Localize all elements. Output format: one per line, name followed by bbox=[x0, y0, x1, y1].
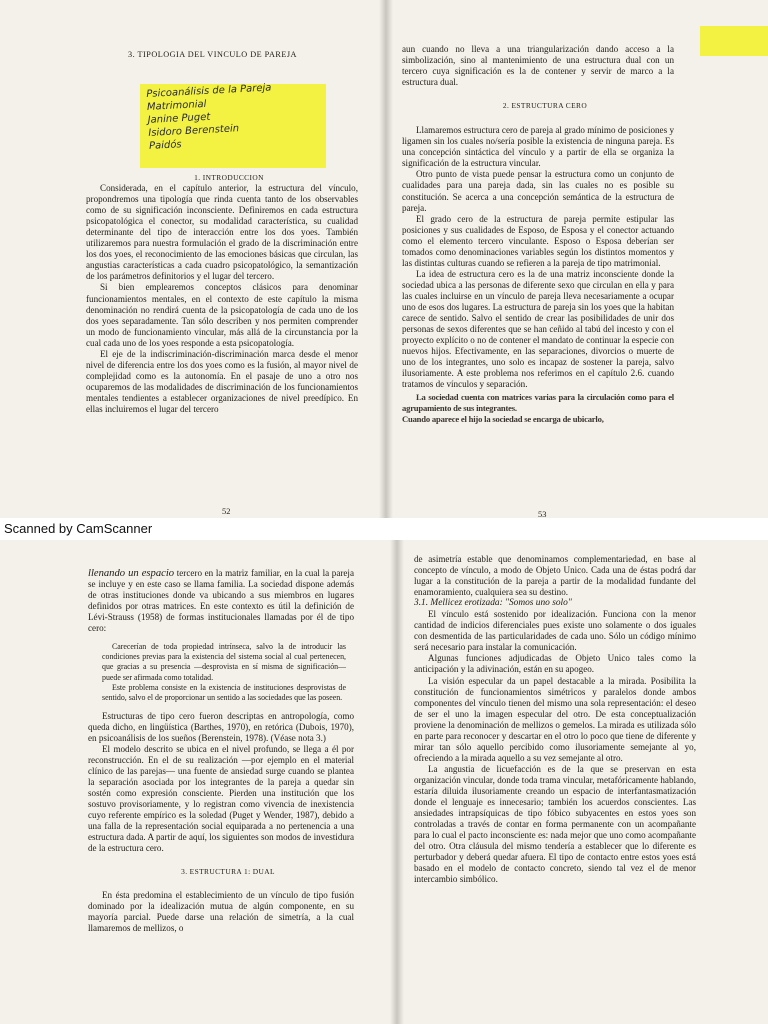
yellow-highlight-corner bbox=[700, 26, 768, 56]
paragraph-cut: Cuando aparece el hijo la sociedad se encarga de ubicarlo, bbox=[402, 414, 604, 425]
page-53 bbox=[384, 0, 768, 518]
page-54 bbox=[0, 540, 384, 1024]
page-number: 52 bbox=[222, 507, 231, 516]
page-55 bbox=[384, 540, 768, 1024]
paragraph-cut: La sociedad cuenta con matrices varias para la circulación como para el agrupamiento de sus integrantes. bbox=[402, 392, 674, 414]
paragraph: aun cuando no lleva a una triangularización dando acceso a la simbolización, sino al mantenimiento de una estructura dual con un tercero cuya significación es la de contener y servir de marco a la estructura dual. bbox=[402, 44, 674, 88]
section-heading: 3. ESTRUCTURA 1: DUAL bbox=[181, 867, 275, 877]
handwritten-note: Psicoanálisis de la Pareja Matrimonial Janine Puget Isidoro Berenstein Paidós bbox=[146, 82, 272, 152]
paragraph: El eje de la indiscriminación-discriminación marca desde el menor nivel de diferencia entre los dos yoes como es la fusión, al mayor nivel de complejidad como es la autonomía. En el pasaje de uno a otro nos ocuparemos de las modalidades de discriminación de los funcionamientos mentales tendientes a establecer organizaciones de nivel preedípico. En ellas incluiremos el lugar del tercero bbox=[86, 348, 358, 414]
paragraph: tercero en la matriz familiar, en la cual la pareja se incluye y en este caso se llama familia. La sociedad dispone además de otras instituciones donde va ubicando a sus miembros en lugares definidos por otras matrices. En este contexto es útil la definición de Lévi-Strauss (1958) de formas institucionales llamadas por él de tipo cero: bbox=[88, 568, 354, 634]
section-heading: 1. INTRODUCCION bbox=[194, 173, 264, 182]
block-quote bbox=[102, 642, 346, 703]
paragraph: Algunas funciones adjudicadas de Objeto Unico tales como la anticipación y la adivinación, están en su apogeo. bbox=[414, 653, 696, 675]
page-52 bbox=[0, 0, 384, 518]
paragraph: La idea de estructura cero es la de una matriz inconsciente donde la sociedad ubica a las personas de diferente sexo que circulan en ella y para las cuales incluirse en un vínculo de pareja lleva necesariamente a ocupar uno de esos dos lugares. La estructura de pareja sin los yoes que la habitan carece de sentido. Salvo el sentido de crear las posibilidades de unir dos personas de sexos diferentes que se han ceñido al tabú del incesto y con el proyecto explícito o no de contener el mandato de continuar la especie con nuevos hijos. Efectivamente, en las separaciones, divorcios o muerte de uno de los integrantes, uno solo es incapaz de sostener la pareja, salvo ilusoriamente. A este problema nos referimos en el capítulo 2.6. cuando tratamos de vínculos y separación. bbox=[402, 268, 674, 390]
section-heading: 2. ESTRUCTURA CERO bbox=[502, 101, 588, 111]
paragraph: Estructuras de tipo cero fueron descriptas en antropología, como queda dicho, en lingüística (Barthes, 1970), en retórica (Dubois, 1970), en psicoanálisis de los sueños (Berenstein, 1978). (Véase nota 3.) bbox=[88, 710, 354, 743]
page-number: 53 bbox=[538, 510, 547, 518]
scanner-watermark: Scanned by CamScanner bbox=[4, 521, 153, 536]
paragraph: Considerada, en el capítulo anterior, la estructura del vínculo, propondremos una tipología que rinda cuenta tanto de los observables como de su significación inconsciente. Definiremos en cada estructura psicopatológica el conector, su modalidad característica, su cualidad determinante del tipo de interacción entre los dos yoes. También utilizaremos para nuestra formulación el grado de la discriminación entre los dos yoes, el reconocimiento de las emociones básicas que circulan, las angustias características a cada cuadro psicopatológico, la semantización de los parámetros definitorios y el lugar del tercero. bbox=[86, 183, 358, 282]
paragraph: de asimetría estable que denominamos complementariedad, en base al concepto de vínculo, a modo de Objeto Unico. Cada una de éstas podrá dar lugar a la constitución de la pareja a partir de la modalidad fundante del enamoramiento, cualquiera sea su destino. bbox=[414, 554, 696, 598]
page-54-text bbox=[88, 568, 354, 934]
paragraph: Llamaremos estructura cero de pareja al grado mínimo de posiciones y ligamen sin los cuales no/sería posible la existencia de ninguna pareja. Es una concepción sintáctica del vínculo y a partir de ella se organiza la significación de la estructura vincular. bbox=[402, 125, 674, 169]
quote-paragraph: Carecerían de toda propiedad intrínseca, salvo la de introducir las condiciones previas para la existencia del sistema social al cual pertenecen, que gracias a su presencia —desprovista en sí misma de significación— puede ser afirmada como totalidad. bbox=[102, 642, 346, 682]
page-55-text bbox=[414, 554, 696, 885]
page-52-text bbox=[86, 172, 358, 415]
subsection-heading: 3.1. Mellicez erotizada: "Somos uno solo" bbox=[414, 598, 572, 609]
paragraph: El modelo descrito se ubica en el nivel profundo, se llega a él por reconstrucción. En el de su realización —por ejemplo en el material clínico de las parejas— una fuente de ansiedad surge cuando se plantea la separación asociada por los integrantes de la pareja a quedar sin sostén como expresión consciente. Pierden una institución que los sostuvo provisoriamente, y lo registran como vivencia de inexistencia cuyo referente empírico es la soledad (Puget y Wender, 1987), debido a una falla de la representación social equiparada a no pertenencia a una estructura dada. A partir de aquí, los siguientes son modos de investidura de la estructura cero. bbox=[88, 743, 354, 854]
page-53-text bbox=[402, 44, 674, 426]
scan-spread-bottom bbox=[0, 540, 768, 1024]
first-words: llenando un espacio bbox=[88, 568, 175, 579]
quote-paragraph: Este problema consiste en la existencia de instituciones desprovistas de sentido, salvo el de proporcionar un sentido a las sociedades que las poseen. bbox=[102, 682, 346, 702]
paragraph: El grado cero de la estructura de pareja permite estipular las posiciones y sus cualidades de Esposo, de Esposa y el conector actuando como el elemento tercero vinculante. Esposo o Esposa deberían ser tomados como denominaciones variables según los distintos momentos y las distintas culturas cuando se refieren a la pareja de tipo matrimonial. bbox=[402, 213, 674, 268]
paragraph: En ésta predomina el establecimiento de un vínculo de tipo fusión dominado por la idealización mutua de algún componente, en su mayoría parcial. Puede darse una relación de simetría, a la cual llamaremos de mellizos, o bbox=[88, 889, 354, 933]
paragraph: Si bien emplearemos conceptos clásicos para denominar funcionamientos mentales, en el contexto de este capítulo la misma denominación no rendirá cuenta de la psicopatología de cada uno de los dos yoes separadamente. Tan sólo describen y nos permiten comprender un modo de funcionamiento vincular, más allá de la circunstancia por la cual cada uno de los yoes responde a esta psicopatología. bbox=[86, 282, 358, 348]
paragraph: La angustia de licuefacción es de la que se preservan en esta organización vincular, donde toda trama vincular, metafóricamente hablando, estaría diluida ilusoriamente creando un espacio de interfantasmatización donde el lenguaje es innecesario; también los acuerdos conscientes. Las ansiedades intrapsíquicas de tipo fóbico subyacentes en estos yoes son controladas a través de contar en forma permanente con un acompañante para lo cual el pacto inconsciente es: nada mejor que uno como acompañante del otro. Otra cláusula del mismo tendería a establecer que lo diferente es perturbador y deberá quedar afuera. El tipo de contacto entre estos yoes está basado en el modelo de contacto concreto, siendo tal vez el de menor intercambio simbólico. bbox=[414, 763, 696, 885]
paragraph: La visión especular da un papel destacable a la mirada. Posibilita la constitución de funcionamientos simétricos y paralelos donde ambos componentes del vínculo tienen del mismo una sola representación: el deseo de ser el uno la imagen especular del otro. De esta conceptualización proviene la denominación de mellizos o gemelos. La mirada es utilizada sólo en parte para reconocer y descartar en el otro lo poco que tiene de diferente y mirar tan sólo aquello percibido como ilusoriamente semejante al yo, ofreciendo a la mirada aquello a su vez semejante al otro. bbox=[414, 675, 696, 763]
paragraph: El vínculo está sostenido por idealización. Funciona con la menor cantidad de indicios diferenciales pues existe uno solamente o dos iguales con desmentida de las particularidades de cada uno. Sólo un código mínimo será necesario para instalar la comunicación. bbox=[414, 609, 696, 653]
paragraph: Otro punto de vista puede pensar la estructura como un conjunto de cualidades para una pareja dada, sin las cuales no es posible su constitución. Se acerca a una concepción semántica de la estructura de pareja. bbox=[402, 169, 674, 213]
chapter-title: 3. TIPOLOGIA DEL VINCULO DE PAREJA bbox=[128, 50, 297, 59]
